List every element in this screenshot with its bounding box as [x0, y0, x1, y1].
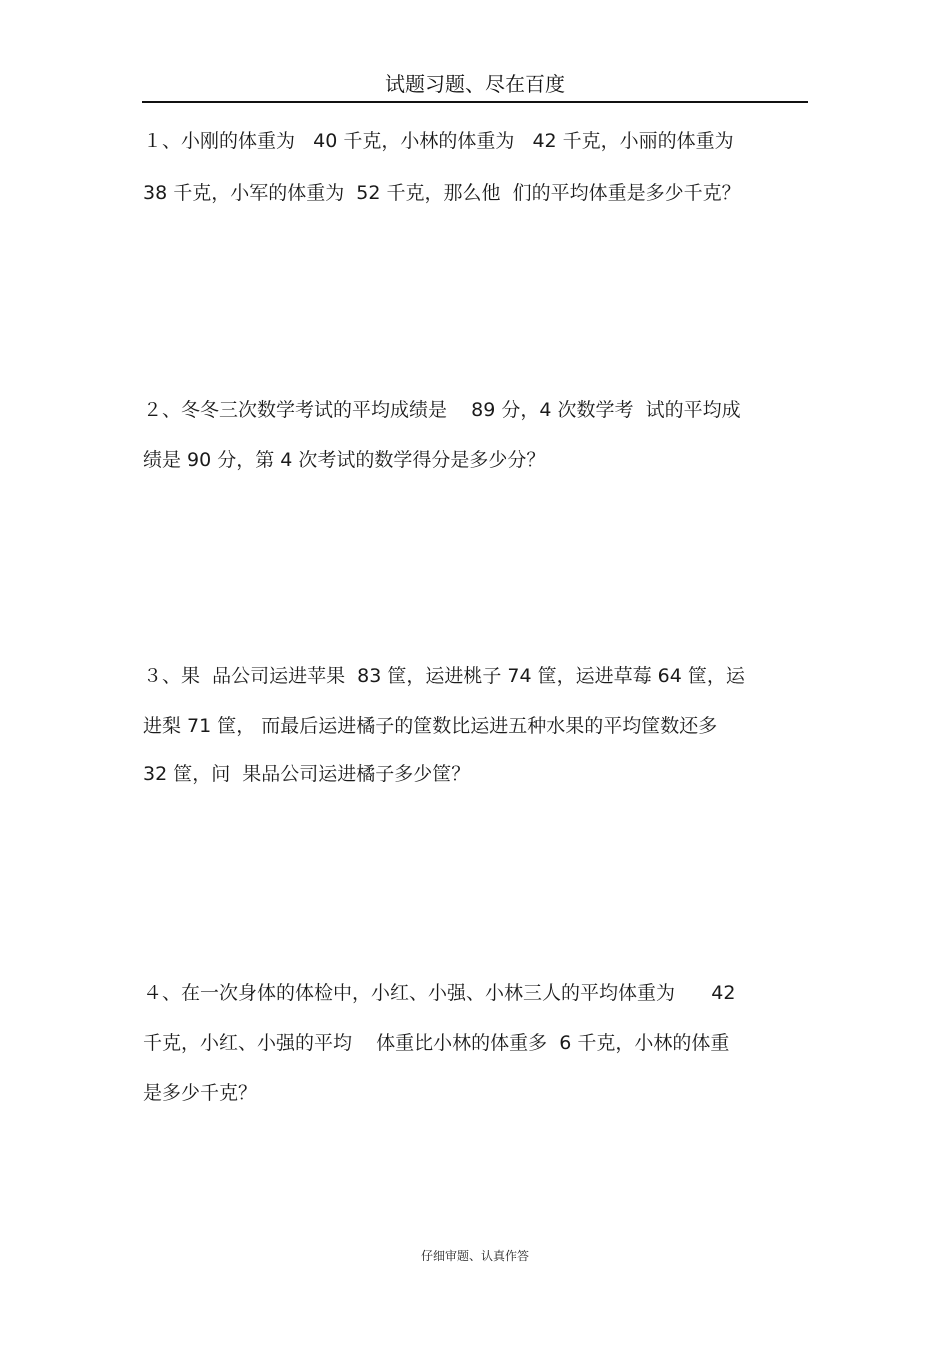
footer-note: 仔细审题、认真作答 — [420, 1249, 529, 1263]
question-1-line-1: １、小刚的体重为 40 千克，小林的体重为 42 千克，小丽的体重为 — [143, 130, 734, 152]
question-4-line-1: ４、在一次身体的体检中，小红、小强、小林三人的平均体重为 42 — [143, 982, 736, 1004]
question-4-line-3: 是多少千克？ — [143, 1082, 258, 1104]
question-2-line-2: 绩是 90 分，第 4 次考试的数学得分是多少分？ — [143, 449, 546, 471]
question-3-line-2: 进梨 71 筐， 而最后运进橘子的筐数比运进五种水果的平均筐数还多 — [143, 715, 718, 737]
question-4-line-2: 千克，小红、小强的平均 体重比小林的体重多 6 千克，小林的体重 — [143, 1032, 730, 1054]
page-title: 试题习题、尽在百度 — [385, 72, 565, 96]
question-3-line-1: ３、果 品公司运进苹果 83 筐，运进桃子 74 筐，运进草莓 64 筐，运 — [143, 665, 745, 687]
question-1-line-2: 38 千克，小军的体重为 52 千克，那么他 们的平均体重是多少千克？ — [143, 182, 741, 204]
question-2-line-1: ２、冬冬三次数学考试的平均成绩是 89 分，4 次数学考 试的平均成 — [143, 399, 741, 421]
header-divider — [142, 101, 808, 103]
question-3-line-3: 32 筐，问 果品公司运进橘子多少筐？ — [143, 763, 471, 785]
